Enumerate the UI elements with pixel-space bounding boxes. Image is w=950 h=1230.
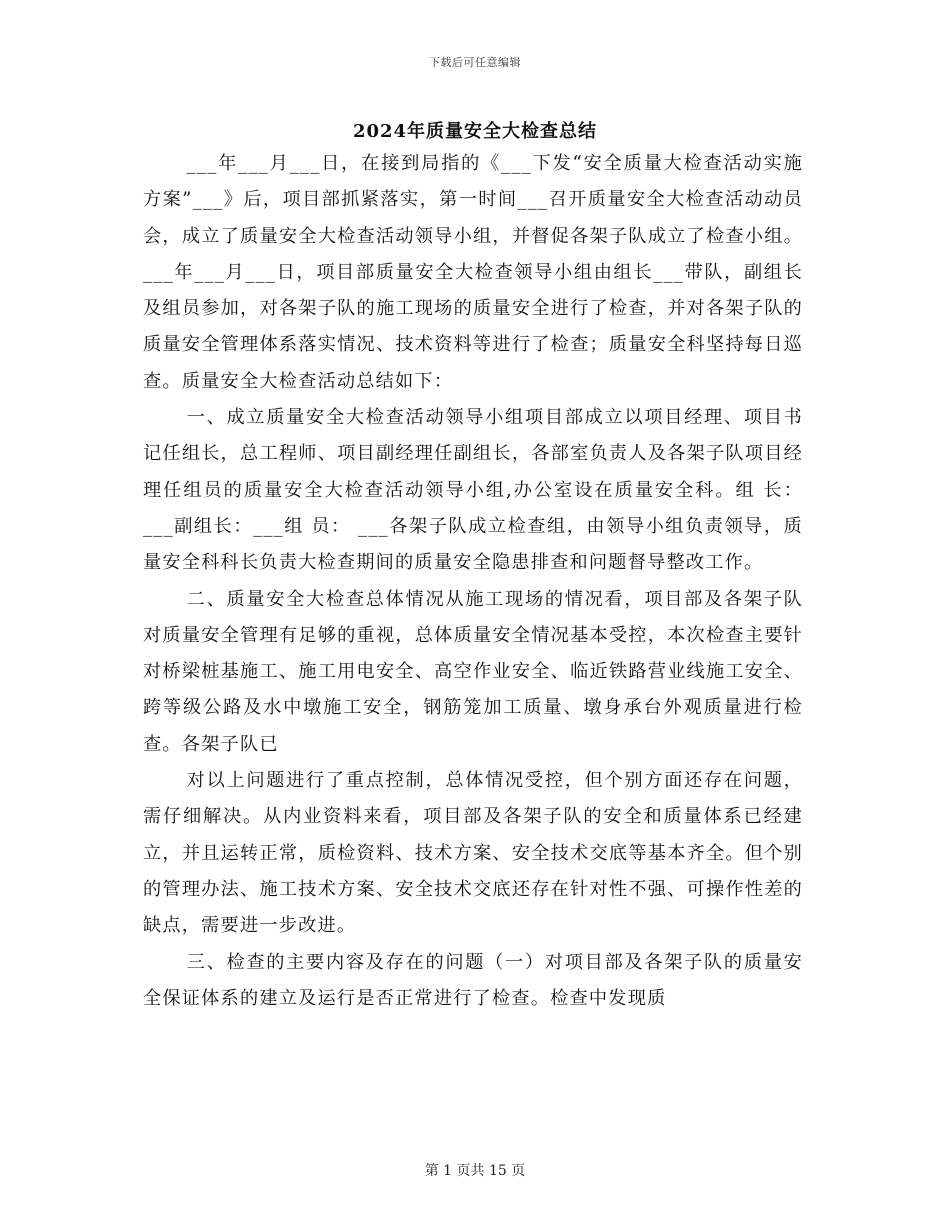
paragraph-section-one: 一、成立质量安全大检查活动领导小组项目部成立以项目经理、项目书记任组长，总工程师、项目副经理任副组长，各部室负责人及各架子队项目经理任组员的质量安全大检查活动领导小组,办公室设在质量安全科。组 长：___副组长：___组 员： ___各架子队成立检查组，由领导小组负责领导，质量安全科科长负责大检查期间的质量安全隐患排查和问题督导整改工作。 <box>143 407 803 574</box>
paragraph-section-three: 三、检查的主要内容及存在的问题（一）对项目部及各架子队的质量安全保证体系的建立及运行是否正常进行了检查。检查中发现质 <box>143 951 803 1009</box>
paragraph-intro: ___年___月___日，在接到局指的《___下发“安全质量大检查活动实施方案”___》后，项目部抓紧落实，第一时间___召开质量安全大检查活动动员会，成立了质量安全大检查活动领导小组，并督促各架子队成立了检查小组。___年___月___日，项目部质量安全大检查领导小组由组长___带队，副组长及组员参加，对各架子队的施工现场的质量安全进行了检查，并对各架子队的质量安全管理体系落实情况、技术资料等进行了检查；质量安全科坚持每日巡查。质量安全大检查活动总结如下： <box>143 153 803 392</box>
document-body <box>143 146 803 1017</box>
paragraph-section-two: 二、质量安全大检查总体情况从施工现场的情况看，项目部及各架子队对质量安全管理有足够的重视，总体质量安全情况基本受控，本次检查主要针对桥梁桩基施工、施工用电安全、高空作业安全、临近铁路营业线施工安全、跨等级公路及水中墩施工安全，钢筋笼加工质量、墩身承台外观质量进行检查。各架子队已 <box>143 588 803 755</box>
paragraph-section-two-continued: 对以上问题进行了重点控制，总体情况受控，但个别方面还存在问题，需仔细解决。从内业资料来看，项目部及各架子队的安全和质量体系已经建立，并且运转正常，质检资料、技术方案、安全技术交底等基本齐全。但个别的管理办法、施工技术方案、安全技术交底还存在针对性不强、可操作性差的缺点，需要进一步改进。 <box>143 770 803 937</box>
header-note: 下载后可任意编辑 <box>429 56 521 69</box>
page-number: 第 1 页共 15 页 <box>424 1163 526 1179</box>
document-title: 2024年质量安全大检查总结 <box>352 121 598 142</box>
